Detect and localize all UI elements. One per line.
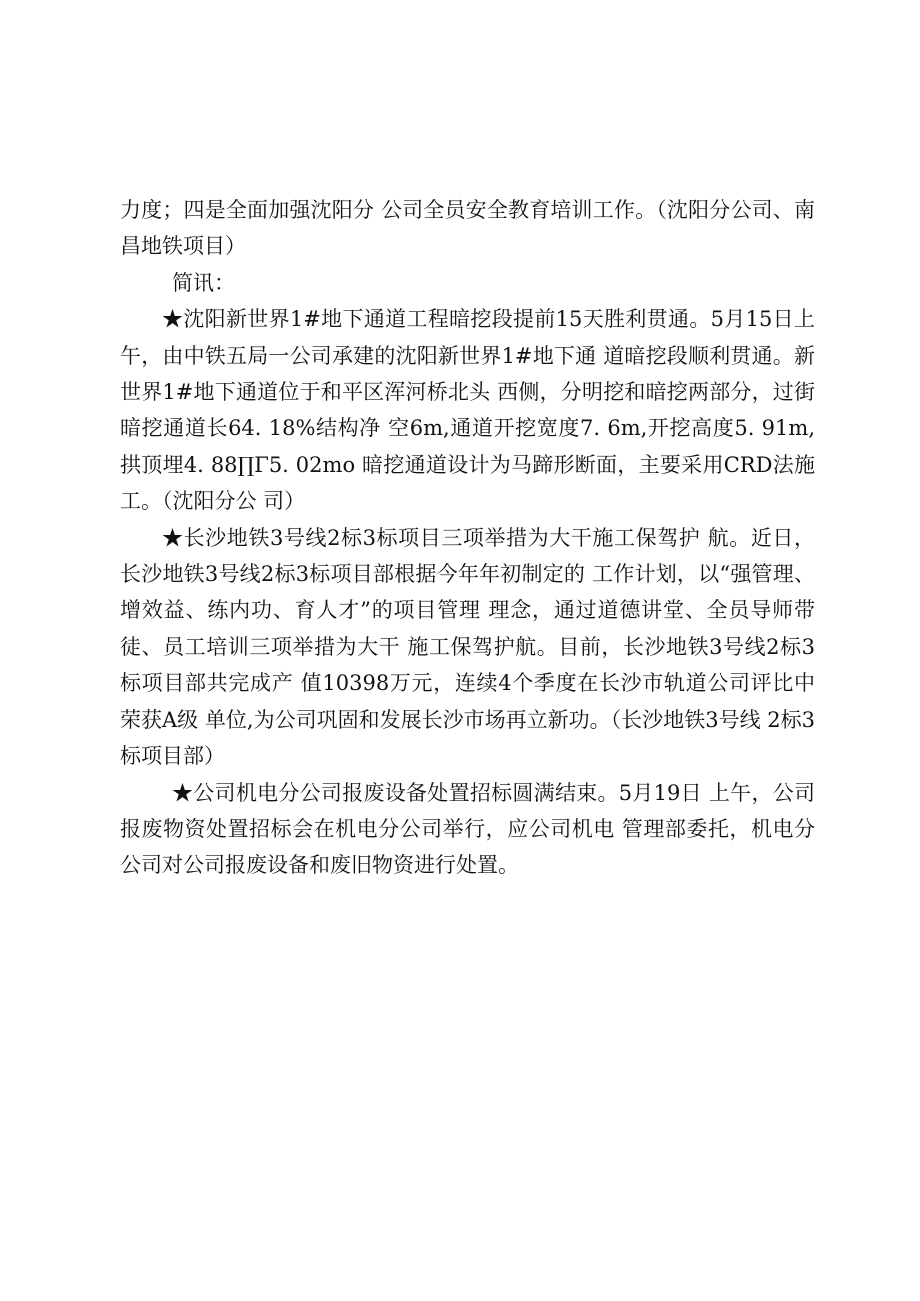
paragraph-continuation: 力度；四是全面加强沈阳分 公司全员安全教育培训工作。（沈阳分公司、南昌地铁项目） xyxy=(120,198,815,259)
news-item-electromechanical: ★公司机电分公司报废设备处置招标圆满结束。5月19日 上午，公司报废物资处置招标会在机电分公司举行，应公司机电 管理部委托，机电分公司对公司报废设备和废旧物资进行处置。 xyxy=(120,780,815,878)
news-item-changsha: ★长沙地铁3号线2标3标项目三项举措为大干施工保驾护 航。近日，长沙地铁3号线2标3标项目部根据今年年初制定的 工作计划，以“强管理、增效益、练内功、育人才”的项目管理 理念，通过道德讲堂、全员导师带徒、员工培训三项举措为大干 施工保驾护航。目前，长沙地铁3号线2标3标项目部共完成产 值10398万元，连续4个季度在长沙市轨道公司评比中荣获A级 单位,为公司巩固和发展长沙市场再立新功。（长沙地铁3号线 2标3标项目部） xyxy=(120,525,815,769)
document-body xyxy=(120,192,815,884)
section-label-briefs: 简讯： xyxy=(172,270,235,295)
news-item-shenyang: ★沈阳新世界1#地下通道工程暗挖段提前15天胜利贯通。5月15日上午，由中铁五局一公司承建的沈阳新世界1#地下通 道暗挖段顺利贯通。新世界1#地下通道位于和平区浑河桥北头 西侧，分明挖和暗挖两部分，过街暗挖通道长64. 18%结构净 空6m,通道开挖宽度7. 6m,开挖高度5. 91m,拱顶埋4. 88∏Γ5. 02mo 暗挖通道设计为马蹄形断面，主要采用CRD法施工。（沈阳分公 司） xyxy=(120,307,815,514)
